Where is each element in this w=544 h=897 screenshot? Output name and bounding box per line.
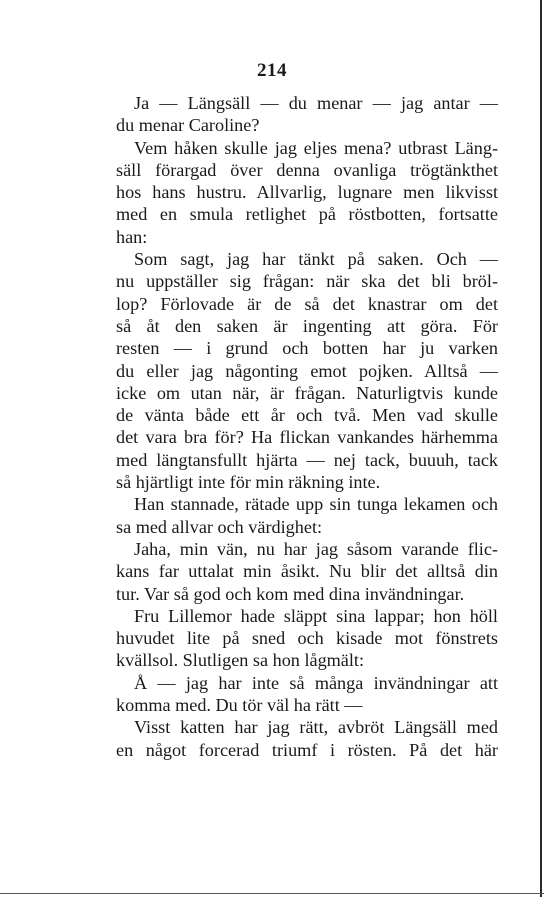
text-line: icke om utan när, är frågan. Naturligtvis kunde [116, 382, 498, 403]
text-line: med längtansfullt hjärta — nej tack, buuuh, tack [116, 449, 498, 470]
text-line: komma med. Du tör väl ha rätt — [116, 695, 363, 716]
text-line: Visst katten har jag rätt, avbröt Längsäll med [134, 717, 498, 738]
text-line: han: [116, 226, 148, 247]
text-line: Vem håken skulle jag eljes mena? utbrast Läng- [134, 137, 498, 158]
text-line: kans far uttalat min åsikt. Nu blir det alltså din [116, 561, 498, 582]
paragraph [116, 716, 498, 761]
paragraph [116, 493, 498, 538]
text-line: Som sagt, jag har tänkt på saken. Och — [134, 249, 498, 270]
text-line: det vara bra för? Ha flickan vankandes härhemma [116, 427, 498, 448]
text-line: du eller jag någonting emot pojken. Alltså — [116, 360, 498, 381]
page-body-text [116, 92, 498, 761]
paragraph [116, 538, 498, 605]
text-line: Ja — Längsäll — du menar — jag antar — [134, 93, 498, 113]
text-line: kvällsol. Slutligen sa hon lågmält: [116, 650, 365, 671]
paragraph [116, 137, 498, 248]
page-bottom-edge [0, 893, 544, 894]
text-line: säll förargad över denna ovanliga trögtänkthet [116, 159, 498, 180]
paragraph [116, 92, 498, 137]
text-line: Han stannade, rätade upp sin tunga lekamen och [134, 494, 498, 515]
page-edge-rule [540, 0, 542, 897]
text-line: så åt den saken är ingenting att göra. För [116, 315, 498, 336]
text-line: huvudet lite på sned och kisade mot fönstrets [116, 628, 498, 649]
text-line: nu uppställer sig frågan: när ska det bli bröl- [116, 271, 498, 292]
text-line: lop? Förlovade är de så det knastrar om det [116, 293, 498, 314]
text-line: du menar Caroline? [116, 115, 260, 136]
text-line: Jaha, min vän, nu har jag såsom varande flic- [134, 538, 498, 559]
text-line: resten — i grund och botten har ju varken [116, 338, 498, 359]
text-line: sa med allvar och värdighet: [116, 516, 323, 537]
paragraph [116, 672, 498, 717]
text-line: så hjärtligt inte för min räkning inte. [116, 472, 381, 493]
text-line: med en smula retlighet på röstbotten, fortsatte [116, 204, 498, 225]
text-line: en något forcerad triumf i rösten. På det här [116, 739, 498, 760]
paragraph [116, 605, 498, 672]
text-line: Å — jag har inte så många invändningar att [134, 672, 498, 693]
text-line: hos hans hustru. Allvarlig, lugnare men likvisst [116, 182, 498, 203]
text-line: tur. Var så god och kom med dina invändningar. [116, 583, 465, 604]
text-line: Fru Lillemor hade släppt sina lappar; hon höll [134, 605, 498, 626]
text-line: de vänta både ett år och två. Men vad skulle [116, 405, 498, 426]
paragraph [116, 248, 498, 493]
page-number: 214 [257, 60, 287, 81]
